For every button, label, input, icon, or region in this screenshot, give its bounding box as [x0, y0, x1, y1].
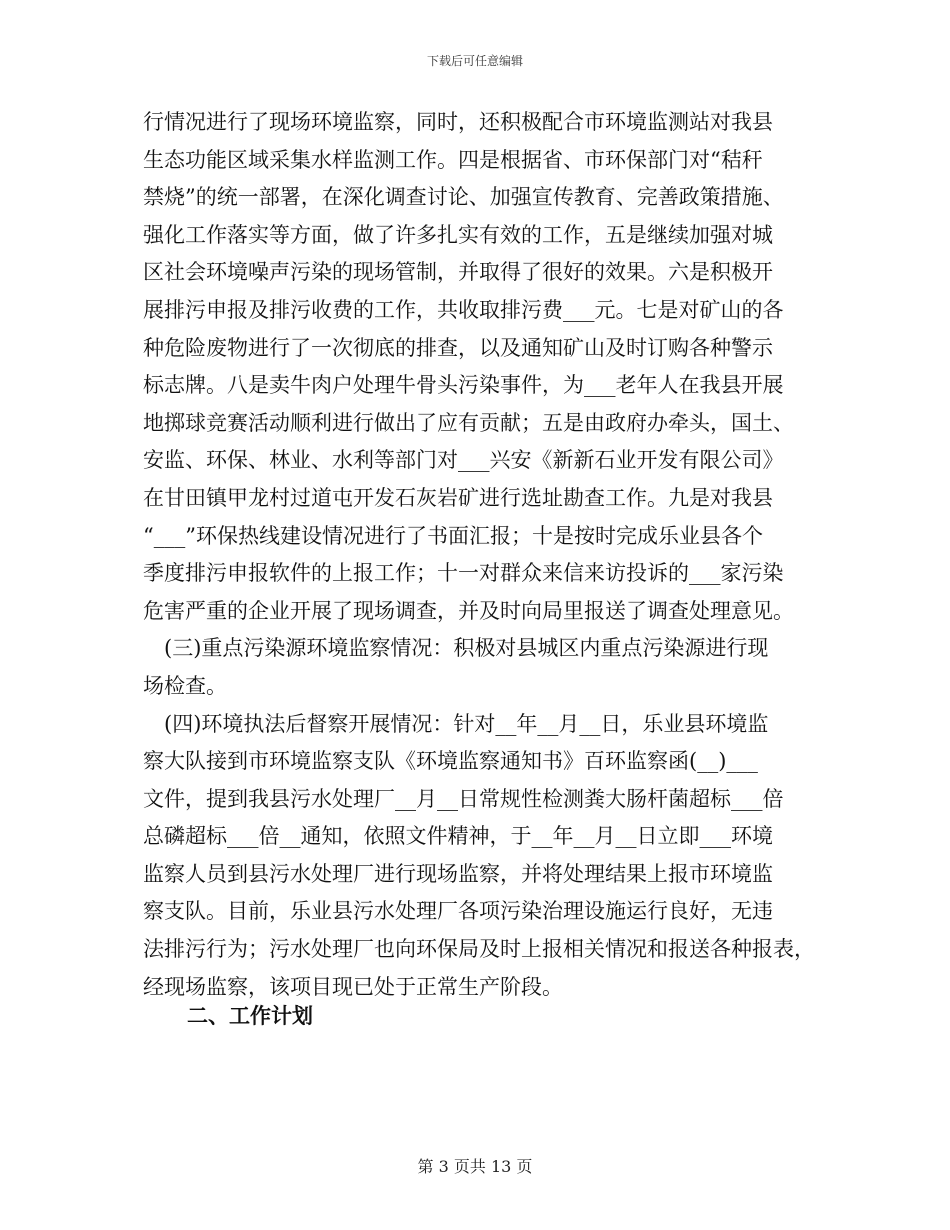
body-line: 文件，提到我县污水处理厂__月__日常规性检测粪大肠杆菌超标___倍 — [143, 786, 784, 811]
page-header: 下载后可任意编辑 — [426, 54, 523, 68]
body-line: 总磷超标___倍__通知，依照文件精神，于__年__月__日立即___环境 — [143, 824, 773, 849]
body-line: 种危险废物进行了一次彻底的排查，以及通知矿山及时订购各种警示 — [143, 335, 773, 360]
body-line: (三)重点污染源环境监察情况：积极对县城区内重点污染源进行现 — [143, 636, 769, 661]
body-line: 区社会环境噪声污染的现场管制，并取得了很好的效果。六是积极开 — [143, 260, 773, 285]
body-line: 察大队接到市环境监察支队《环境监察通知书》百环监察函(__)___ — [143, 749, 758, 774]
body-line: 在甘田镇甲龙村过道屯开发石灰岩矿进行选址勘查工作。九是对我县 — [143, 485, 773, 510]
body-line: 展排污申报及排污收费的工作，共收取排污费___元。七是对矿山的各 — [143, 297, 784, 322]
body-line: 禁烧”的统一部署，在深化调查讨论、加强宣传教育、完善政策措施、 — [143, 185, 784, 210]
body-line: 季度排污申报软件的上报工作；十一对群众来信来访投诉的___家污染 — [143, 561, 784, 586]
body-line: “___”环保热线建设情况进行了书面汇报；十是按时完成乐业县各个 — [143, 523, 763, 548]
body-line: 生态功能区域采集水样监测工作。四是根据省、市环保部门对“秸秆 — [143, 147, 763, 172]
body-line: 察支队。目前，乐业县污水处理厂各项污染治理设施运行良好，无违 — [143, 899, 773, 924]
body-line: 危害严重的企业开展了现场调查，并及时向局里报送了调查处理意见。 — [143, 598, 794, 623]
page-number-footer: 第 3 页共 13 页 — [417, 1157, 533, 1176]
body-line: 经现场监察，该项目现已处于正常生产阶段。 — [143, 974, 563, 999]
section-heading: 二、工作计划 — [187, 1003, 313, 1028]
body-line: (四)环境执法后督察开展情况：针对__年__月__日，乐业县环境监 — [143, 711, 769, 736]
body-line: 安监、环保、林业、水利等部门对___兴安《新新石业开发有限公司》 — [143, 448, 784, 473]
document-body — [143, 104, 823, 1006]
body-line: 地掷球竞赛活动顺利进行做出了应有贡献；五是由政府办牵头，国土、 — [143, 410, 794, 435]
body-line: 行情况进行了现场环境监察，同时，还积极配合市环境监测站对我县 — [143, 110, 773, 134]
body-line: 监察人员到县污水处理厂进行现场监察，并将处理结果上报市环境监 — [143, 861, 773, 886]
body-line: 标志牌。八是卖牛肉户处理牛骨头污染事件，为___老年人在我县开展 — [143, 373, 784, 398]
body-line: 场检查。 — [143, 673, 227, 698]
body-line: 法排污行为；污水处理厂也向环保局及时上报相关情况和报送各种报表， — [143, 937, 815, 962]
body-line: 强化工作落实等方面，做了许多扎实有效的工作，五是继续加强对城 — [143, 222, 773, 247]
